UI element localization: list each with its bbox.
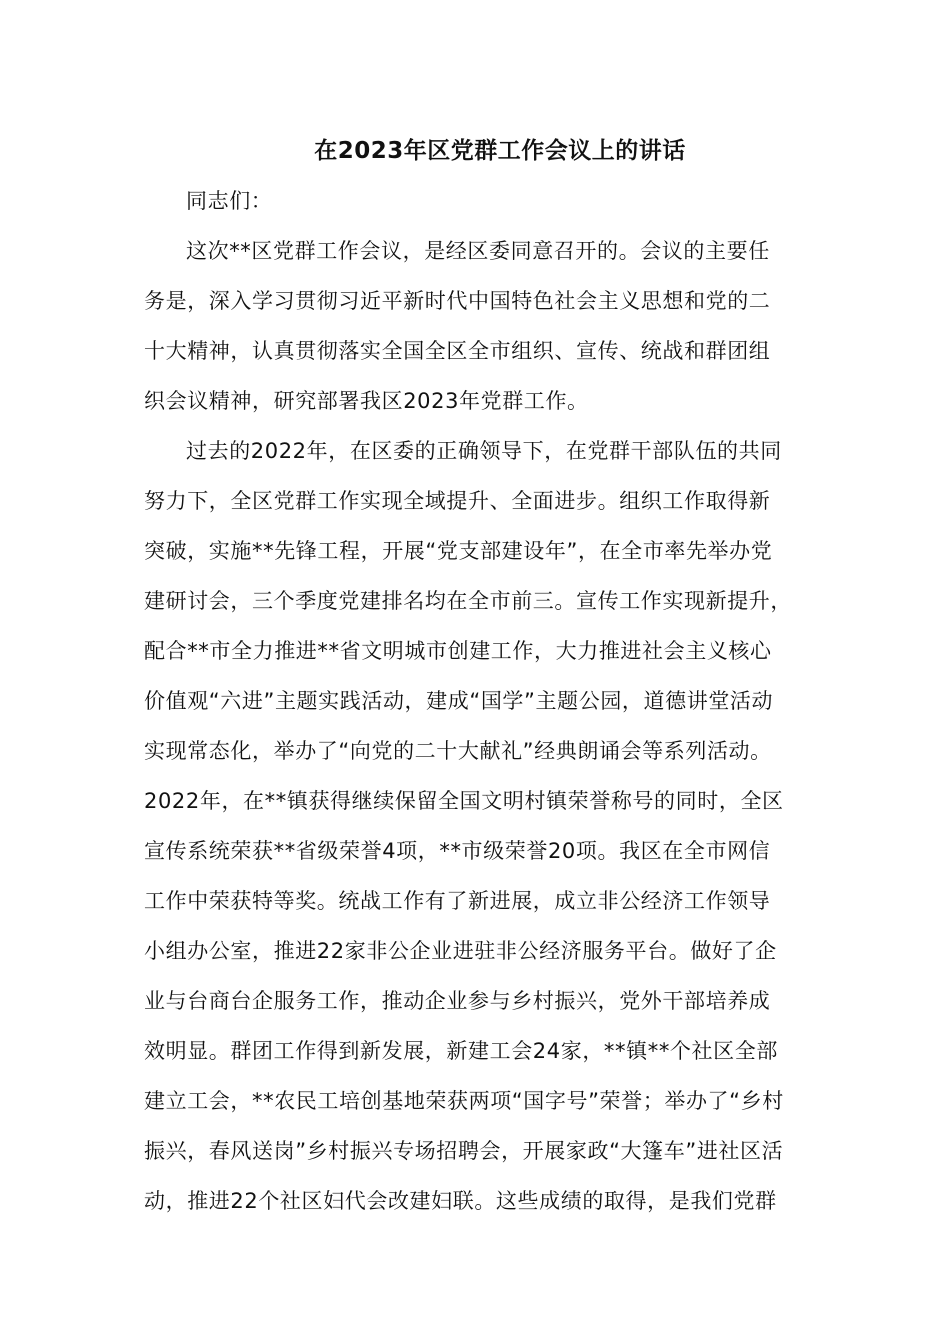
paragraph-2-line-5: 配合**市全力推进**省文明城市创建工作，大力推进社会主义核心 — [144, 639, 772, 663]
paragraph-2-line-3: 突破，实施**先锋工程，开展“党支部建设年”，在全市率先举办党 — [144, 539, 773, 563]
paragraph-1-line-4: 织会议精神，研究部署我区2023年党群工作。 — [144, 389, 589, 413]
paragraph-1-line-1: 这次**区党群工作会议，是经区委同意召开的。会议的主要任 — [186, 239, 770, 263]
paragraph-2-line-14: 建立工会，**农民工培创基地荣获两项“国字号”荣誉；举办了“乡村 — [144, 1089, 784, 1113]
paragraph-2-line-11: 小组办公室，推进22家非公企业进驻非公经济服务平台。做好了企 — [144, 939, 777, 963]
paragraph-2-line-1: 过去的2022年，在区委的正确领导下，在党群干部队伍的共同 — [186, 439, 782, 463]
paragraph-2-line-13: 效明显。群团工作得到新发展，新建工会24家，**镇**个社区全部 — [144, 1039, 778, 1063]
paragraph-2-line-7: 实现常态化，举办了“向党的二十大献礼”经典朗诵会等系列活动。 — [144, 739, 772, 763]
paragraph-1-line-3: 十大精神，认真贯彻落实全国全区全市组织、宣传、统战和群团组 — [144, 339, 771, 363]
paragraph-2-line-6: 价值观“六进”主题实践活动，建成“国学”主题公园，道德讲堂活动 — [144, 689, 774, 713]
salutation: 同志们： — [186, 189, 273, 213]
paragraph-2-line-8: 2022年，在**镇获得继续保留全国文明村镇荣誉称号的同时，全区 — [144, 789, 784, 813]
paragraph-1-line-2: 务是，深入学习贯彻习近平新时代中国特色社会主义思想和党的二 — [144, 289, 771, 313]
document-title: 在2023年区党群工作会议上的讲话 — [314, 138, 686, 164]
paragraph-2-line-12: 业与台商台企服务工作，推动企业参与乡村振兴，党外干部培养成 — [144, 989, 771, 1013]
paragraph-2-line-4: 建研讨会，三个季度党建排名均在全市前三。宣传工作实现新提升， — [144, 589, 792, 613]
paragraph-2-line-15: 振兴，春风送岗”乡村振兴专场招聘会，开展家政“大篷车”进社区活 — [144, 1139, 784, 1163]
paragraph-2-line-9: 宣传系统荣获**省级荣誉4项，**市级荣誉20项。我区在全市网信 — [144, 839, 771, 863]
paragraph-2-line-16: 动，推进22个社区妇代会改建妇联。这些成绩的取得，是我们党群 — [144, 1189, 777, 1213]
paragraph-2-line-2: 努力下，全区党群工作实现全域提升、全面进步。组织工作取得新 — [144, 489, 771, 513]
paragraph-2-line-10: 工作中荣获特等奖。统战工作有了新进展，成立非公经济工作领导 — [144, 889, 771, 913]
